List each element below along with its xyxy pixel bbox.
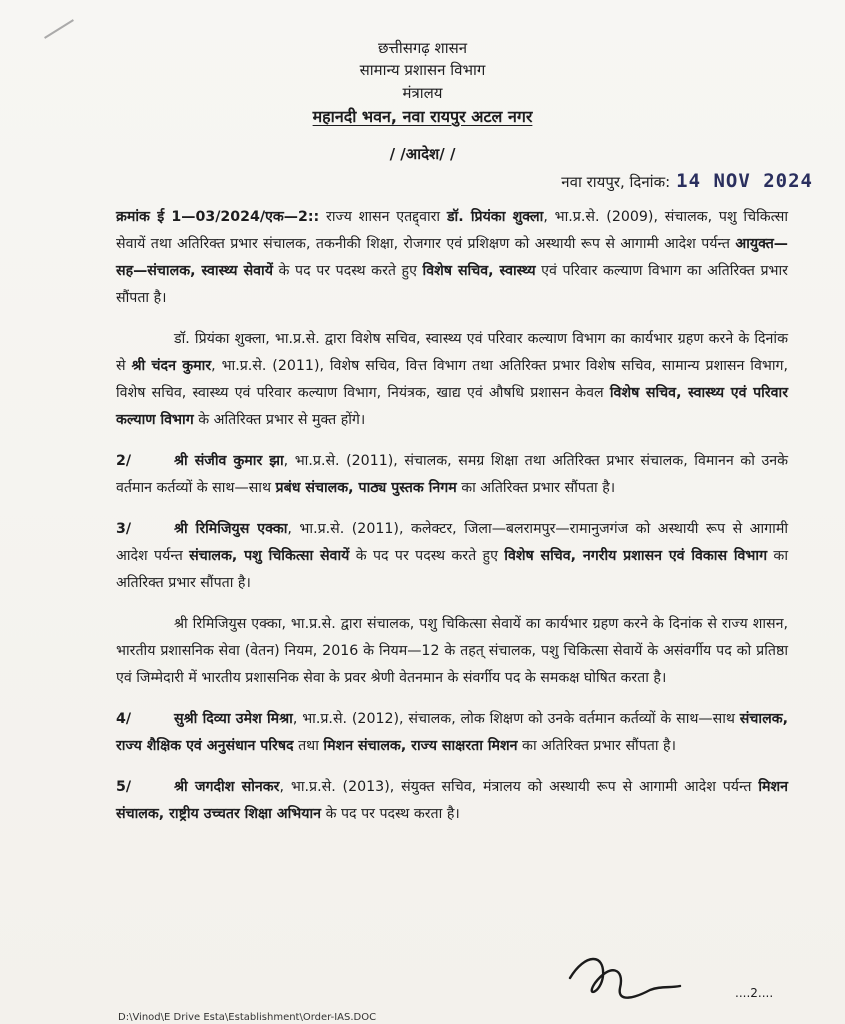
paragraph-1 [116, 204, 788, 312]
paragraph-4 [116, 516, 788, 597]
officer-name: सुश्री दिव्या उमेश मिश्रा [174, 711, 293, 727]
header-department: सामान्य प्रशासन विभाग [359, 61, 486, 79]
post-title: मिशन संचालक, राज्य साक्षरता मिशन [323, 738, 518, 754]
text: तथा [293, 738, 324, 754]
officer-name: श्री रिमिजियुस एक्का [174, 521, 288, 537]
paragraph-5: श्री रिमिजियुस एक्का, भा.प्र.से. द्वारा संचालक, पशु चिकित्सा सेवायें का कार्यभार ग्रहण करने के दिनांक से राज्य शासन, भारतीय प्रशासनिक सेवा (वेतन) नियम, 2016 के नियम—12 के तहत् संचालक, पशु चिकित्सा सेवायें के असंवर्गीय पद को प्रतिष्ठा एवं जिम्मेदारी में भारतीय प्रशासनिक सेवा के प्रवर श्रेणी वेतनमान के संवर्गीय पद के समकक्ष घोषित करता है। [116, 616, 788, 686]
post-title: संचालक, राज्य शैक्षिक एवं अनुसंधान परिषद [116, 711, 788, 754]
text: राज्य शासन एतद्द्वारा [319, 209, 447, 225]
paragraph-3 [116, 448, 788, 502]
post-title: आयुक्त—सह—संचालक, स्वास्थ्य सेवायें [116, 236, 788, 279]
paragraph-2 [116, 326, 788, 434]
officer-name: श्री चंदन कुमार [131, 358, 212, 374]
post-title: विशेष सचिव, स्वास्थ्य एवं परिवार कल्याण विभाग [116, 385, 788, 428]
post-title: मिशन संचालक, राष्ट्रीय उच्चतर शिक्षा अभियान [116, 779, 788, 822]
text: डॉ. प्रियंका शुक्ला, भा.प्र.से. द्वारा विशेष सचिव, स्वास्थ्य एवं परिवार कल्याण विभाग का कार्यभार ग्रहण करने के दिनांक से [116, 331, 788, 374]
text: , भा.प्र.से. (2009), संचालक, पशु चिकित्सा सेवायें तथा अतिरिक्त प्रभार संचालक, तकनीकी शिक्षा, रोजगार एवं प्रशिक्षण को अस्थायी रूप से आगामी आदेश पर्यन्त [116, 209, 789, 252]
text: , भा.प्र.से. (2011), संचालक, समग्र शिक्षा तथा अतिरिक्त प्रभार संचालक, विमानन को उनके वर्तमान कर्तव्यों के साथ—साथ [116, 453, 788, 496]
paragraph-number: 4/ [116, 711, 132, 727]
post-title: संचालक, पशु चिकित्सा सेवायें [189, 548, 350, 564]
officer-name: श्री संजीव कुमार झा [174, 453, 284, 469]
text: , भा.प्र.से. (2012), संचालक, लोक शिक्षण को उनके वर्तमान कर्तव्यों के साथ—साथ [292, 711, 740, 727]
signature-scribble [565, 948, 685, 1008]
text: के पद पर पदस्थ करते हुए [272, 263, 423, 279]
text: का अतिरिक्त प्रभार सौंपता है। [116, 548, 788, 591]
paragraph-6 [116, 706, 788, 760]
post-title: विशेष सचिव, नगरीय प्रशासन एवं विकास विभाग [504, 548, 768, 564]
text: , भा.प्र.से. (2013), संयुक्त सचिव, मंत्रालय को अस्थायी रूप से आगामी आदेश पर्यन्त [279, 779, 759, 795]
text: के अतिरिक्त प्रभार से मुक्त होंगे। [193, 412, 366, 428]
page-continuation-marker: ....2.... [735, 986, 774, 1000]
text: के पद पर पदस्थ करता है। [321, 806, 460, 822]
post-title: विशेष सचिव, स्वास्थ्य [422, 263, 536, 279]
date-stamp: 14 NOV 2024 [676, 170, 813, 192]
text: एवं परिवार कल्याण विभाग का अतिरिक्त प्रभार सौंपता है। [116, 263, 788, 306]
post-title: प्रबंध संचालक, पाठ्य पुस्तक निगम [275, 480, 457, 496]
paragraph-7 [116, 774, 788, 828]
header-state: छत्तीसगढ़ शासन [377, 39, 468, 57]
paragraph-number: 5/ [116, 779, 132, 795]
order-reference: क्रमांक ई 1—03/2024/एक—2:: [116, 209, 320, 225]
order-title: / /आदेश/ / [389, 145, 456, 163]
file-path-footer: D:\Vinod\E Drive Esta\Establishment\Order-IAS.DOC [118, 1012, 377, 1023]
date-line [561, 170, 813, 192]
header-address: महानदी भवन, नवा रायपुर अटल नगर [312, 107, 533, 126]
text: , भा.प्र.से. (2011), कलेक्टर, जिला—बलरामपुर—रामानुजगंज को अस्थायी रूप से आगामी आदेश पर्यन्त [116, 521, 788, 564]
officer-name: श्री जगदीश सोनकर [174, 779, 280, 795]
paragraph-number: 2/ [116, 453, 132, 469]
text: , भा.प्र.से. (2011), विशेष सचिव, वित्त विभाग तथा अतिरिक्त प्रभार विशेष सचिव, सामान्य प्रशासन विभाग, विशेष सचिव, स्वास्थ्य एवं परिवार कल्याण विभाग, नियंत्रक, खाद्य एवं औषधि प्रशासन केवल [116, 358, 789, 401]
pen-stroke-mark [44, 19, 74, 39]
officer-name: डॉ. प्रियंका शुक्ला [446, 209, 544, 225]
text: के पद पर पदस्थ करते हुए [349, 548, 505, 564]
header-secretariat: मंत्रालय [402, 84, 443, 102]
text: का अतिरिक्त प्रभार सौंपता है। [517, 738, 676, 754]
paragraph-number: 3/ [116, 521, 132, 537]
order-body [116, 204, 788, 842]
text: का अतिरिक्त प्रभार सौंपता है। [456, 480, 616, 496]
date-label: नवा रायपुर, दिनांक: [561, 173, 671, 191]
